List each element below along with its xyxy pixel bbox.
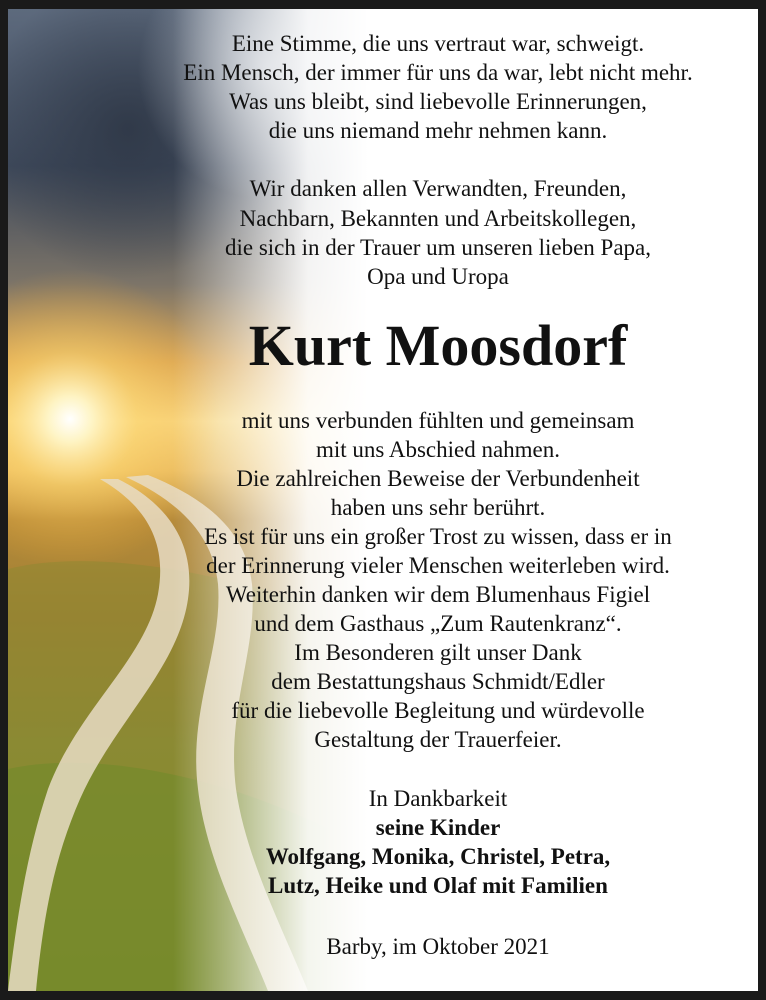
body-line: Die zahlreichen Beweise der Verbundenheit <box>236 466 640 491</box>
signatory-line: Wolfgang, Monika, Christel, Petra, <box>265 844 611 869</box>
deceased-name: Kurt Moosdorf <box>248 313 628 378</box>
body-line: haben uns sehr berührt. <box>330 495 546 520</box>
body-line: Gestaltung der Trauerfeier. <box>314 727 562 752</box>
intro-line: Nachbarn, Bekannten und Arbeitskollegen, <box>239 206 637 231</box>
poem-line: die uns niemand mehr nehmen kann. <box>268 118 608 143</box>
intro-line: Wir danken allen Verwandten, Freunden, <box>249 176 627 201</box>
body-line: der Erinnerung vieler Menschen weiterleben wird. <box>206 553 670 578</box>
intro-line: Opa und Uropa <box>367 264 509 289</box>
body-line: mit uns verbunden fühlten und gemeinsam <box>241 408 635 433</box>
poem-line: Eine Stimme, die uns vertraut war, schweigt. <box>231 31 645 56</box>
body-line: für die liebevolle Begleitung und würdevolle <box>231 698 645 723</box>
body-line: und dem Gasthaus „Zum Rautenkranz“. <box>254 611 622 636</box>
place-date: Barby, im Oktober 2021 <box>326 934 550 959</box>
body-line: Es ist für uns ein großer Trost zu wissen, dass er in <box>204 524 672 549</box>
closing-line: In Dankbarkeit <box>368 786 508 811</box>
body-line: mit uns Abschied nahmen. <box>315 437 561 462</box>
poem-line: Ein Mensch, der immer für uns da war, lebt nicht mehr. <box>183 60 693 85</box>
poem-line: Was uns bleibt, sind liebevolle Erinnerungen, <box>229 89 647 114</box>
intro-line: die sich in der Trauer um unseren lieben Papa, <box>224 235 652 260</box>
body-line: dem Bestattungshaus Schmidt/Edler <box>271 669 605 694</box>
obituary-card <box>8 9 758 991</box>
signatory-line: Lutz, Heike und Olaf mit Familien <box>268 873 608 898</box>
obituary-text <box>8 9 758 991</box>
body-line: Weiterhin danken wir dem Blumenhaus Figiel <box>225 582 651 607</box>
signatory-line: seine Kinder <box>375 815 501 840</box>
body-line: Im Besonderen gilt unser Dank <box>294 640 582 665</box>
